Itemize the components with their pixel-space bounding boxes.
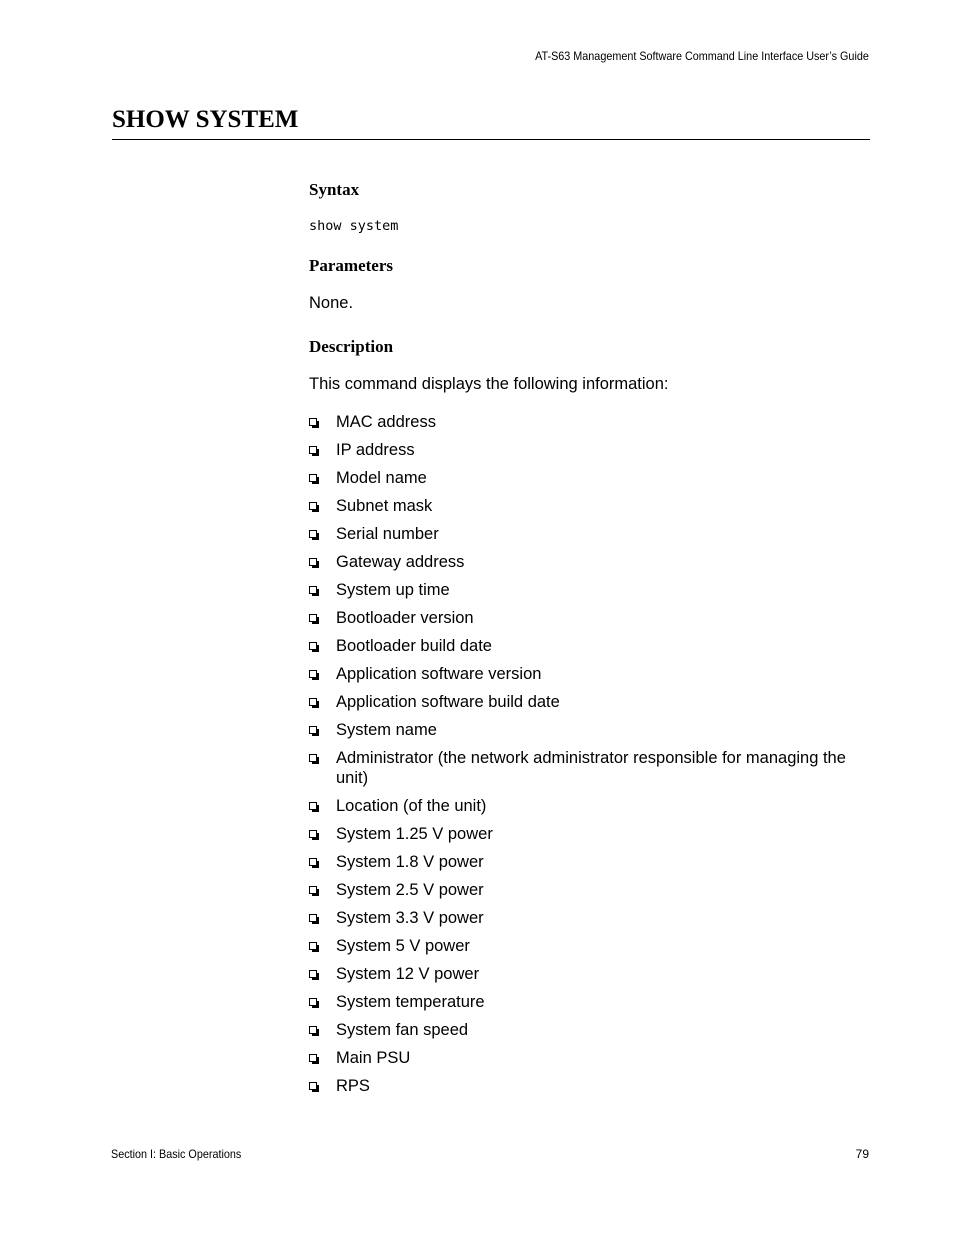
parameters-text: None.	[309, 294, 354, 312]
list-item-text: Application software version	[336, 665, 542, 683]
list-item-text: System fan speed	[336, 1021, 469, 1039]
list-item	[309, 824, 870, 852]
list-item-text: System 3.3 V power	[336, 909, 484, 927]
list-item	[309, 748, 870, 796]
list-item	[309, 412, 870, 440]
checkbox-bullet-icon	[309, 474, 317, 482]
list-item	[309, 1020, 870, 1048]
checkbox-bullet-icon	[309, 670, 317, 678]
list-item	[309, 636, 870, 664]
checkbox-bullet-icon	[309, 530, 317, 538]
info-list	[309, 412, 870, 1104]
list-item-text: Gateway address	[336, 553, 465, 571]
checkbox-bullet-icon	[309, 1054, 317, 1062]
list-item-text: System 1.25 V power	[336, 825, 493, 843]
list-item	[309, 1076, 870, 1104]
list-item-text: System 5 V power	[336, 937, 470, 955]
checkbox-bullet-icon	[309, 1082, 317, 1090]
list-item-text: MAC address	[336, 413, 436, 431]
checkbox-bullet-icon	[309, 830, 317, 838]
syntax-command: show system	[309, 218, 399, 234]
list-item-text: System 1.8 V power	[336, 853, 484, 871]
checkbox-bullet-icon	[309, 614, 317, 622]
checkbox-bullet-icon	[309, 970, 317, 978]
list-item	[309, 692, 870, 720]
footer-section: Section I: Basic Operations	[111, 1147, 242, 1161]
footer-page-number: 79	[855, 1147, 869, 1161]
list-item	[309, 1048, 870, 1076]
checkbox-bullet-icon	[309, 802, 317, 810]
title-rule	[112, 139, 870, 140]
list-item-text: Location (of the unit)	[336, 797, 487, 815]
list-item	[309, 496, 870, 524]
list-item	[309, 440, 870, 468]
checkbox-bullet-icon	[309, 698, 317, 706]
checkbox-bullet-icon	[309, 754, 317, 762]
running-header: AT-S63 Management Software Command Line Interface User’s Guide	[535, 49, 869, 63]
checkbox-bullet-icon	[309, 502, 317, 510]
list-item	[309, 880, 870, 908]
list-item	[309, 852, 870, 880]
list-item-text: Bootloader build date	[336, 637, 492, 655]
page-title: SHOW SYSTEM	[112, 106, 299, 133]
checkbox-bullet-icon	[309, 1026, 317, 1034]
checkbox-bullet-icon	[309, 914, 317, 922]
list-item-text: Model name	[336, 469, 427, 487]
list-item-text: System temperature	[336, 993, 485, 1011]
list-item-text: System up time	[336, 581, 450, 599]
checkbox-bullet-icon	[309, 446, 317, 454]
checkbox-bullet-icon	[309, 726, 317, 734]
list-item-text: RPS	[336, 1077, 370, 1095]
list-item-text: Subnet mask	[336, 497, 433, 515]
list-item-text: IP address	[336, 441, 415, 459]
list-item-text: Administrator (the network administrator responsible for managing the unit)	[336, 749, 846, 787]
list-item	[309, 580, 870, 608]
list-item-text: Bootloader version	[336, 609, 474, 627]
list-item	[309, 524, 870, 552]
list-item	[309, 608, 870, 636]
checkbox-bullet-icon	[309, 998, 317, 1006]
list-item-text: System 2.5 V power	[336, 881, 484, 899]
checkbox-bullet-icon	[309, 858, 317, 866]
list-item	[309, 964, 870, 992]
checkbox-bullet-icon	[309, 942, 317, 950]
list-item	[309, 468, 870, 496]
list-item-text: Main PSU	[336, 1049, 411, 1067]
description-intro: This command displays the following information:	[309, 375, 669, 393]
checkbox-bullet-icon	[309, 586, 317, 594]
list-item	[309, 908, 870, 936]
syntax-heading: Syntax	[309, 180, 360, 199]
description-heading: Description	[309, 337, 394, 356]
checkbox-bullet-icon	[309, 558, 317, 566]
parameters-heading: Parameters	[309, 256, 394, 275]
list-item	[309, 992, 870, 1020]
list-item-text: System 12 V power	[336, 965, 480, 983]
list-item-text: System name	[336, 721, 437, 739]
list-item-text: Serial number	[336, 525, 439, 543]
list-item-text: Application software build date	[336, 693, 560, 711]
list-item	[309, 552, 870, 580]
checkbox-bullet-icon	[309, 418, 317, 426]
list-item	[309, 936, 870, 964]
list-item	[309, 720, 870, 748]
list-item	[309, 796, 870, 824]
checkbox-bullet-icon	[309, 886, 317, 894]
checkbox-bullet-icon	[309, 642, 317, 650]
list-item	[309, 664, 870, 692]
